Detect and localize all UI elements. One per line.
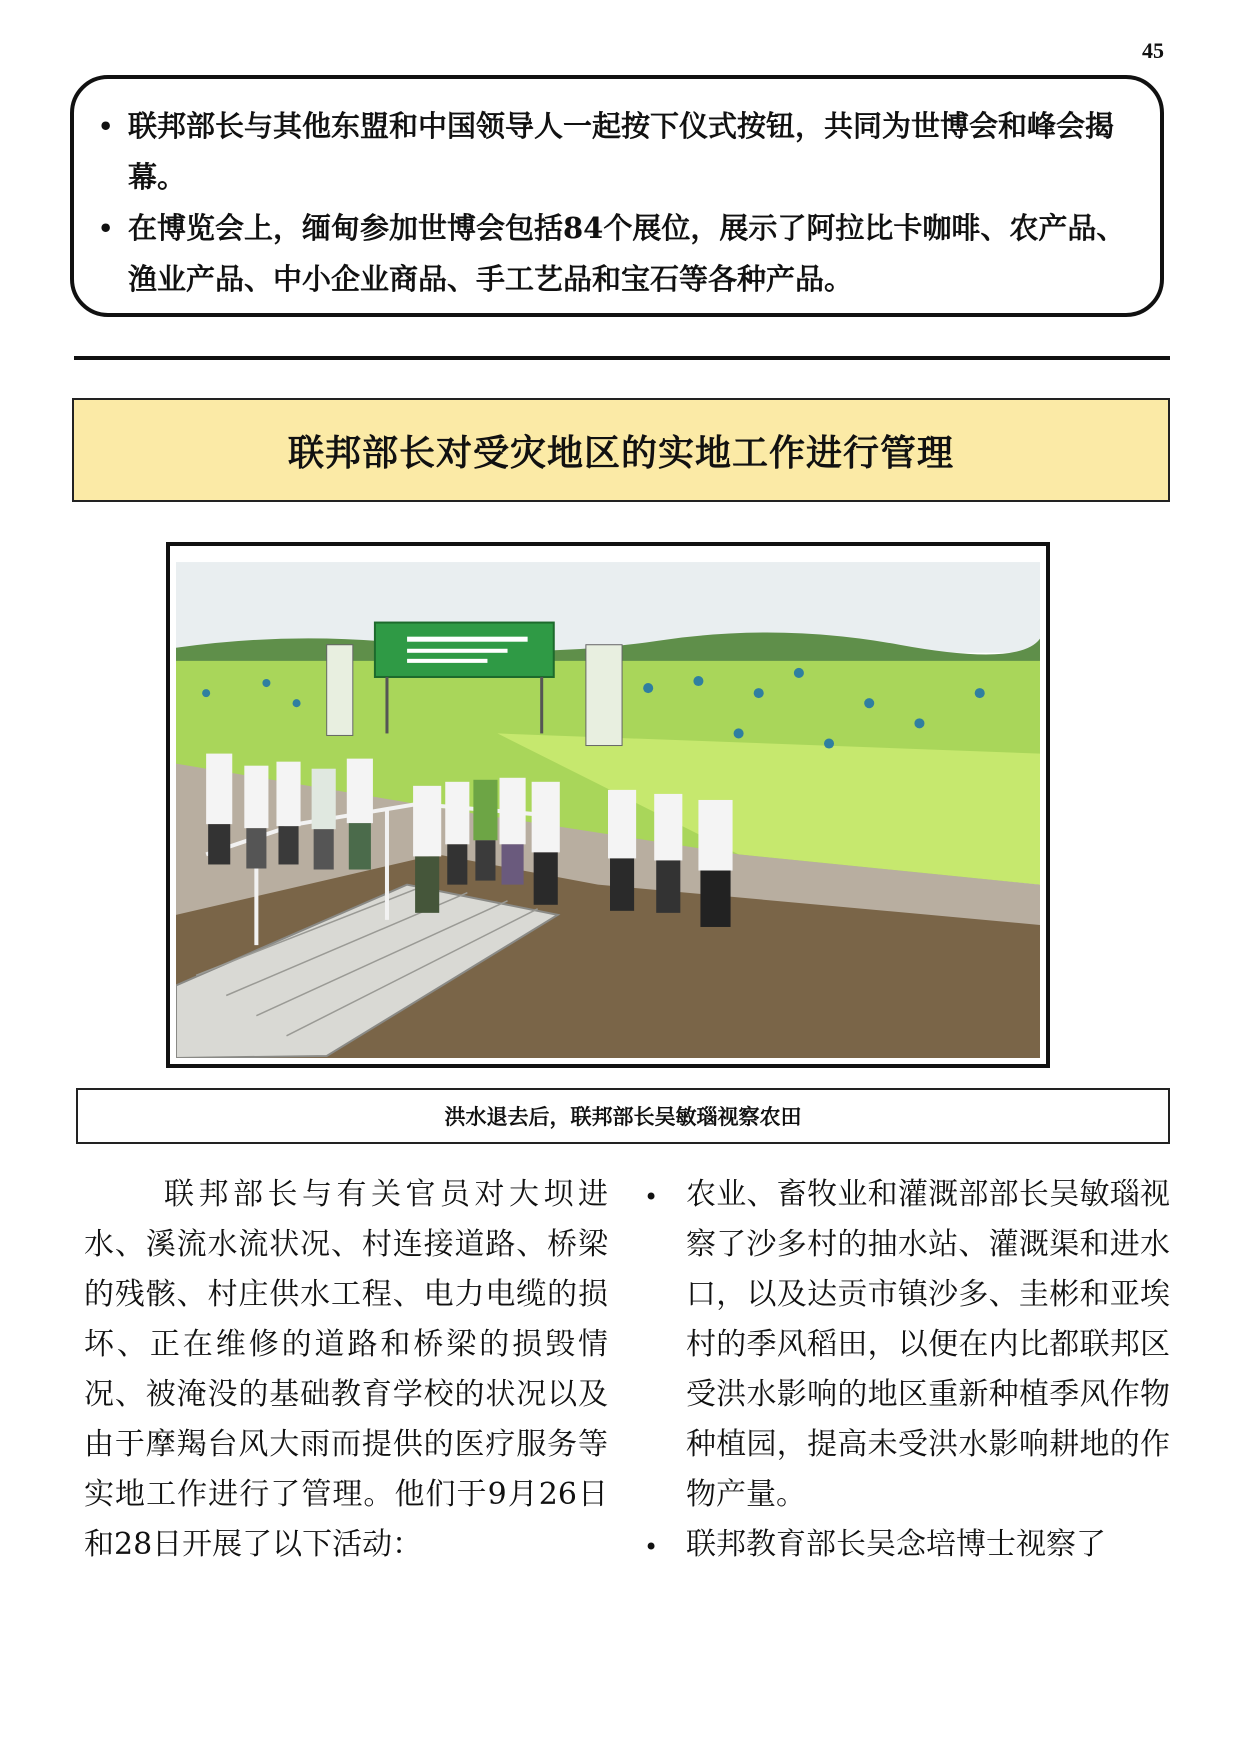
page-number: 45 xyxy=(1142,38,1164,63)
photo-side-board xyxy=(586,645,622,746)
photo-caption: 洪水退去后，联邦部长吴敏瑙视察农田 xyxy=(76,1088,1170,1144)
summary-list xyxy=(96,101,1134,305)
summary-box xyxy=(70,75,1164,317)
activity-item: • 联邦教育部长吴念培博士视察了 xyxy=(640,1520,1170,1570)
news-photo xyxy=(166,542,1050,1068)
activity-list xyxy=(640,1170,1170,1570)
photo-side-board xyxy=(327,645,353,736)
section-title: 联邦部长对受灾地区的实地工作进行管理 xyxy=(72,398,1170,502)
body-paragraph: 联邦部长与有关官员对大坝进水、溪流水流状况、村连接道路、桥梁的残骸、村庄供水工程、电力电缆的损坏、正在维修的道路和桥梁的损毁情况、被淹没的基础教育学校的状况以及由于摩羯台风大雨而提供的医疗服务等实地工作进行了管理。他们于9月26日和28日开展了以下活动： xyxy=(84,1177,608,1562)
section-divider xyxy=(74,356,1170,360)
activity-item: • 农业、畜牧业和灌溉部部长吴敏瑙视察了沙多村的抽水站、灌溉渠和进水口，以及达贡市镇沙多、圭彬和亚埃村的季风稻田，以便在内比都联邦区受洪水影响的地区重新种植季风作物种植园，提高未受洪水影响耕地的作物产量。 xyxy=(640,1170,1170,1520)
field-inspection-photo xyxy=(176,552,1040,1058)
summary-bullet: • 联邦部长与其他东盟和中国领导人一起按下仪式按钮，共同为世博会和峰会揭幕。 xyxy=(96,101,1134,203)
body-left-column xyxy=(84,1170,608,1570)
summary-bullet: • 在博览会上，缅甸参加世博会包括84个展位，展示了阿拉比卡咖啡、农产品、渔业产品、中小企业商品、手工艺品和宝石等各种产品。 xyxy=(96,203,1134,305)
body-right-column xyxy=(640,1170,1170,1570)
